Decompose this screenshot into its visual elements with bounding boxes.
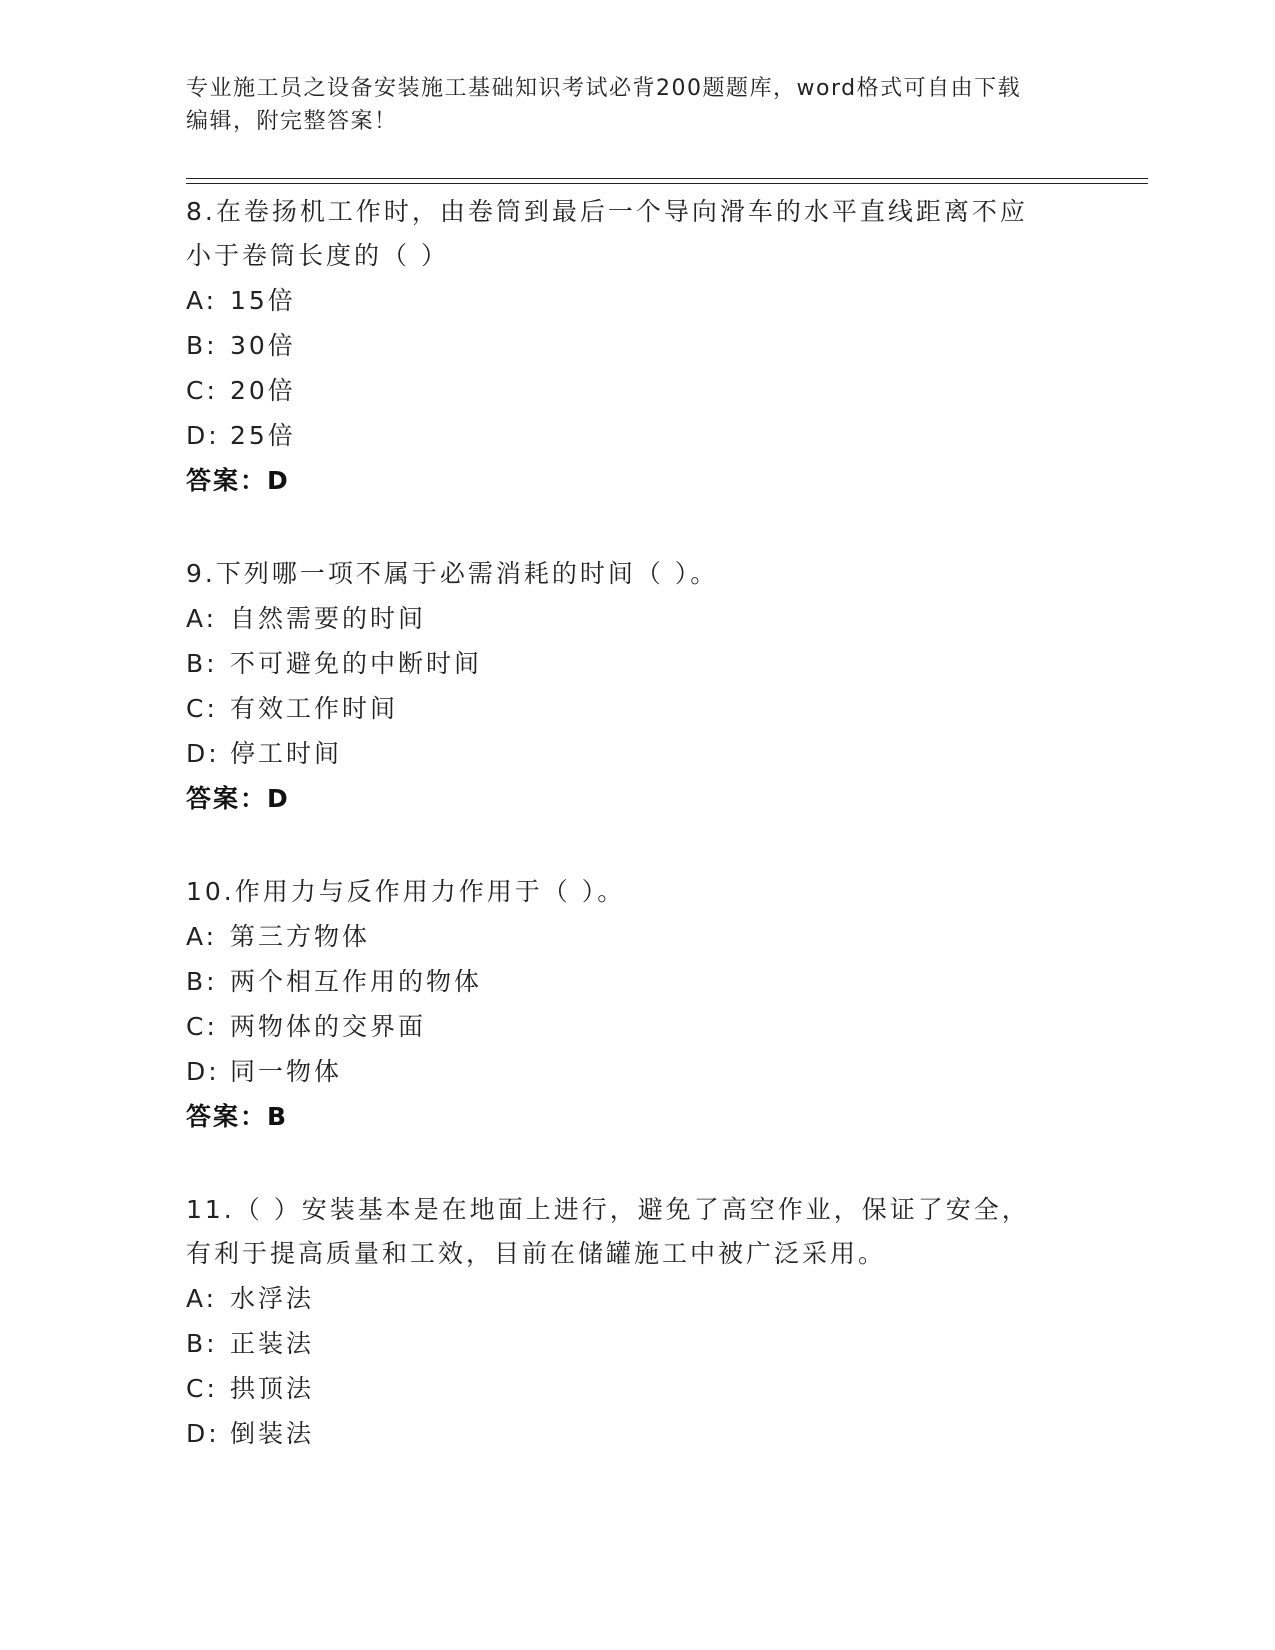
spacer bbox=[186, 1140, 1086, 1184]
option-letter: C: bbox=[186, 376, 218, 405]
question-stem-line: 9.下列哪一项不属于必需消耗的时间（ ）。 bbox=[186, 559, 719, 588]
option-text: 拱顶法 bbox=[230, 1374, 315, 1403]
option-text: 30倍 bbox=[230, 331, 296, 360]
header-line-1: 专业施工员之设备安装施工基础知识考试必背200题题库，word格式可自由下载 bbox=[186, 76, 1022, 101]
option-b bbox=[186, 323, 1086, 368]
option-letter: D: bbox=[186, 739, 220, 768]
option-c bbox=[186, 1366, 1086, 1411]
option-text: 不可避免的中断时间 bbox=[230, 649, 483, 678]
option-letter: B: bbox=[186, 331, 218, 360]
option-text: 两个相互作用的物体 bbox=[230, 967, 483, 996]
option-text: 倒装法 bbox=[230, 1419, 315, 1448]
option-text: 同一物体 bbox=[230, 1057, 343, 1086]
option-c bbox=[186, 686, 1086, 731]
option-d bbox=[186, 413, 1086, 458]
option-text: 正装法 bbox=[230, 1329, 315, 1358]
option-c bbox=[186, 1004, 1086, 1049]
option-letter: D: bbox=[186, 1057, 220, 1086]
answer-label: 答案：D bbox=[186, 784, 290, 813]
header-divider-top bbox=[186, 178, 1148, 179]
option-text: 第三方物体 bbox=[230, 922, 371, 951]
question-stem bbox=[186, 186, 1086, 278]
option-a bbox=[186, 914, 1086, 959]
option-d bbox=[186, 731, 1086, 776]
answer-label: 答案：B bbox=[186, 1102, 289, 1131]
option-a bbox=[186, 1276, 1086, 1321]
option-letter: C: bbox=[186, 1374, 218, 1403]
option-letter: D: bbox=[186, 1419, 220, 1448]
option-text: 水浮法 bbox=[230, 1284, 315, 1313]
option-b bbox=[186, 1321, 1086, 1366]
question-stem-line: 有利于提高质量和工效，目前在储罐施工中被广泛采用。 bbox=[186, 1239, 887, 1268]
question-item bbox=[186, 548, 1086, 822]
question-stem bbox=[186, 548, 1086, 596]
option-letter: B: bbox=[186, 1329, 218, 1358]
option-b bbox=[186, 959, 1086, 1004]
question-item bbox=[186, 1184, 1086, 1456]
option-a bbox=[186, 278, 1086, 323]
option-text: 15倍 bbox=[230, 286, 296, 315]
option-letter: A: bbox=[186, 286, 218, 315]
option-b bbox=[186, 641, 1086, 686]
question-stem-line: 小于卷筒长度的（ ） bbox=[186, 241, 449, 270]
option-letter: A: bbox=[186, 604, 218, 633]
option-text: 停工时间 bbox=[230, 739, 343, 768]
option-text: 有效工作时间 bbox=[230, 694, 399, 723]
question-item bbox=[186, 866, 1086, 1140]
option-a bbox=[186, 596, 1086, 641]
option-d bbox=[186, 1049, 1086, 1094]
option-text: 两物体的交界面 bbox=[230, 1012, 427, 1041]
option-letter: B: bbox=[186, 649, 218, 678]
header-line-2: 编辑，附完整答案！ bbox=[186, 109, 398, 134]
answer-label: 答案：D bbox=[186, 466, 290, 495]
question-stem-line: 10.作用力与反作用力作用于（ ）。 bbox=[186, 877, 626, 906]
option-letter: B: bbox=[186, 967, 218, 996]
option-text: 自然需要的时间 bbox=[230, 604, 427, 633]
question-stem-line: 11.（ ）安装基本是在地面上进行，避免了高空作业，保证了安全， bbox=[186, 1195, 1030, 1224]
question-list bbox=[186, 186, 1086, 1456]
option-text: 20倍 bbox=[230, 376, 296, 405]
option-c bbox=[186, 368, 1086, 413]
option-letter: D: bbox=[186, 421, 220, 450]
option-letter: A: bbox=[186, 922, 218, 951]
option-letter: C: bbox=[186, 694, 218, 723]
option-letter: A: bbox=[186, 1284, 218, 1313]
question-stem bbox=[186, 866, 1086, 914]
question-stem-line: 8.在卷扬机工作时，由卷筒到最后一个导向滑车的水平直线距离不应 bbox=[186, 197, 1028, 226]
option-d bbox=[186, 1411, 1086, 1456]
question-stem bbox=[186, 1184, 1086, 1276]
option-letter: C: bbox=[186, 1012, 218, 1041]
header-divider-bottom bbox=[186, 183, 1148, 184]
question-item bbox=[186, 186, 1086, 504]
spacer bbox=[186, 822, 1086, 866]
document-header bbox=[186, 72, 1066, 138]
option-text: 25倍 bbox=[230, 421, 296, 450]
spacer bbox=[186, 504, 1086, 548]
